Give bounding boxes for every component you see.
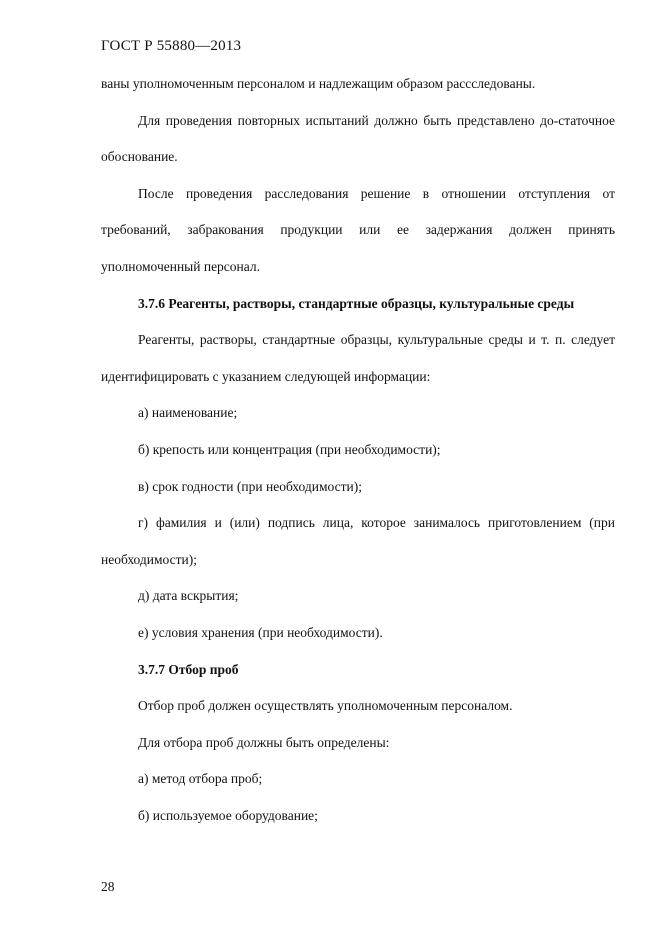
paragraph-reagents-identification: Реагенты, растворы, стандартные образцы, культуральные среды и т. п. следует идентифицировать с указанием следующей информации: [101, 332, 615, 384]
paragraph-retest-justification: Для проведения повторных испытаний должно быть представлено до-статочное обоснование. [101, 112, 615, 165]
paragraph-sampling-requirements: Для отбора проб должны быть определены: [138, 734, 390, 750]
page-number: 28 [101, 879, 115, 894]
document-header: ГОСТ Р 55880—2013 [101, 38, 242, 54]
list-item-a-sampling-method: а) метод отбора проб; [138, 771, 263, 787]
section-heading-3-7-7: 3.7.7 Отбор проб [138, 661, 239, 677]
paragraph-investigation-decision: После проведения расследования решение в отношении отступления от требований, забракования продукции или ее задержания должен принять уполномоченный персонал. [101, 185, 615, 274]
list-item-a-name: а) наименование; [138, 405, 238, 421]
list-item-e-storage: е) условия хранения (при необходимости). [138, 624, 383, 640]
list-item-b-equipment: б) используемое оборудование; [138, 807, 318, 823]
list-item-v-expiry: в) срок годности (при необходимости); [138, 478, 362, 494]
paragraph-sampling-personnel: Отбор проб должен осуществлять уполномоченным персоналом. [138, 698, 513, 714]
list-item-d-opening-date: д) дата вскрытия; [138, 588, 239, 604]
paragraph-continuation: ваны уполномоченным персоналом и надлежащим образом рассследованы. [101, 76, 536, 91]
list-item-b-concentration: б) крепость или концентрация (при необходимости); [138, 441, 441, 457]
list-item-g-preparer: г) фамилия и (или) подпись лица, которое занималось приготовлением (при необходимости); [101, 515, 615, 567]
section-heading-3-7-6: 3.7.6 Реагенты, растворы, стандартные образцы, культуральные среды [138, 295, 575, 311]
document-body [101, 66, 615, 834]
